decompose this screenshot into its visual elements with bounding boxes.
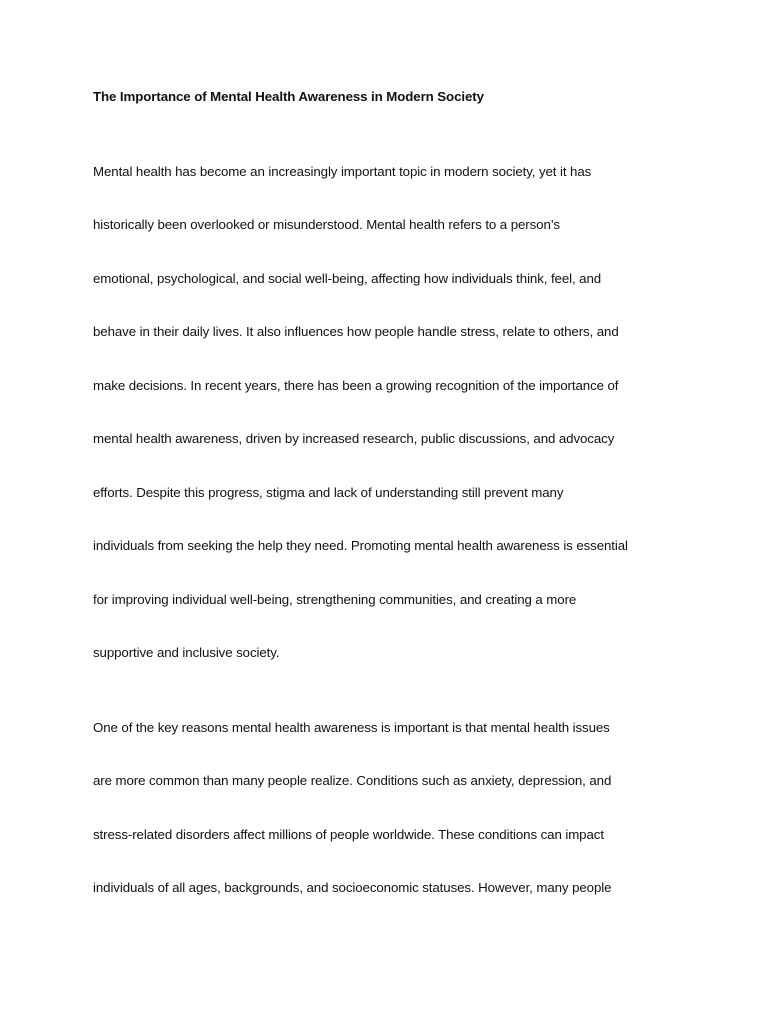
paragraph-2-line-3: stress-related disorders affect millions of people worldwide. These conditions can impact [93, 827, 604, 842]
paragraph-1-line-1: Mental health has become an increasingly important topic in modern society, yet it has [93, 164, 592, 179]
paragraph-1-line-9: for improving individual well-being, strengthening communities, and creating a more [93, 592, 577, 607]
paragraph-1-line-4: behave in their daily lives. It also influences how people handle stress, relate to others, and [93, 324, 619, 339]
paragraph-2-line-2: are more common than many people realize. Conditions such as anxiety, depression, and [93, 773, 612, 788]
paragraph-1-line-3: emotional, psychological, and social well-being, affecting how individuals think, feel, and [93, 271, 602, 286]
paragraph-1-line-7: efforts. Despite this progress, stigma and lack of understanding still prevent many [93, 485, 564, 500]
paragraph-2-line-1: One of the key reasons mental health awareness is important is that mental health issues [93, 720, 610, 735]
paragraph-1-line-5: make decisions. In recent years, there has been a growing recognition of the importance of [93, 378, 619, 393]
paragraph-2-line-4: individuals of all ages, backgrounds, and socioeconomic statuses. However, many people [93, 880, 612, 895]
paragraph-1-line-10: supportive and inclusive society. [93, 645, 280, 660]
paragraph-1-line-8: individuals from seeking the help they need. Promoting mental health awareness is essential [93, 538, 628, 553]
paragraph-1-line-2: historically been overlooked or misunderstood. Mental health refers to a person’s [93, 217, 560, 232]
paragraph-1-line-6: mental health awareness, driven by increased research, public discussions, and advocacy [93, 431, 615, 446]
document-title: The Importance of Mental Health Awareness in Modern Society [93, 89, 484, 104]
